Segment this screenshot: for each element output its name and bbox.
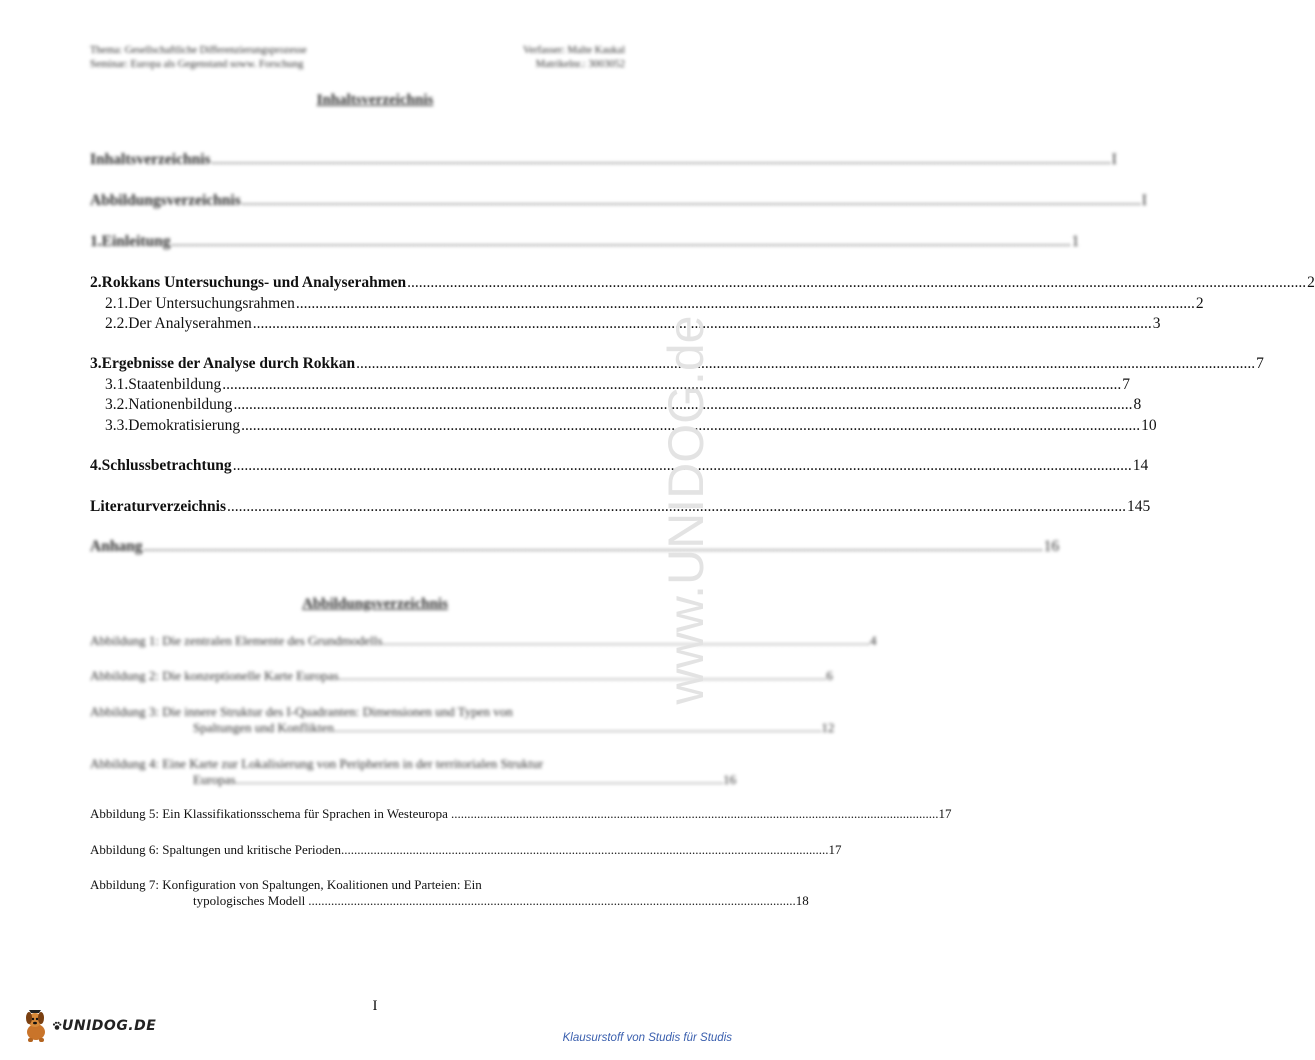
toc-label: Einleitung bbox=[101, 233, 171, 250]
toc-number: 2. bbox=[90, 274, 102, 291]
toc-page: 1 bbox=[1071, 233, 1080, 250]
figure-entry[interactable] bbox=[90, 633, 877, 649]
toc-entry[interactable] bbox=[90, 376, 1130, 394]
toc-entry[interactable] bbox=[90, 151, 1117, 169]
toc-number: 3. bbox=[90, 355, 102, 372]
toc-number: 3.3. bbox=[105, 417, 129, 434]
figure-label: Abbildung 2: Die konzeptionelle Karte Europas bbox=[90, 668, 339, 683]
figure-label-cont: Europas bbox=[193, 772, 236, 787]
page-number: I bbox=[372, 998, 378, 1014]
figures-title: Abbildungsverzeichnis bbox=[302, 596, 448, 612]
toc-page: 10 bbox=[1141, 417, 1157, 434]
toc-number: 3.2. bbox=[105, 396, 129, 413]
toc-number: 2.1. bbox=[105, 295, 129, 312]
toc-entry[interactable] bbox=[90, 457, 1149, 475]
leader-dots: ...................................................................................................................................................... bbox=[333, 720, 822, 735]
toc-label: Anhang bbox=[90, 538, 143, 555]
paw-icon bbox=[52, 1021, 62, 1031]
toc-number: 2.2. bbox=[105, 315, 129, 332]
toc-title: Inhaltsverzeichnis bbox=[316, 92, 434, 108]
toc-entry[interactable] bbox=[90, 315, 1161, 333]
toc-page: 16 bbox=[1043, 538, 1060, 555]
toc-number: 3.1. bbox=[105, 376, 129, 393]
toc-entry[interactable] bbox=[90, 274, 1315, 292]
header-topic: Thema: Gesellschaftliche Differenzierungsprozesse bbox=[90, 45, 307, 56]
toc-label: Ergebnisse der Analyse durch Rokkan bbox=[101, 355, 356, 372]
header-author: Verfasser: Malte Kaukal bbox=[522, 45, 625, 56]
figure-entry[interactable] bbox=[90, 756, 737, 788]
leader-dots: ...................................................................................................................................................... bbox=[382, 633, 870, 648]
header-matrikel: Matrikelnr.: 3003052 bbox=[535, 59, 625, 70]
figure-label: Abbildung 6: Spaltungen und kritische Perioden bbox=[90, 842, 341, 857]
figure-page: 6 bbox=[826, 668, 833, 683]
toc-label: Demokratisierung bbox=[128, 417, 241, 434]
leader-dots: ...................................................................................................................................................... bbox=[235, 772, 724, 787]
toc-label: Der Untersuchungsrahmen bbox=[128, 295, 295, 312]
toc-label: Literaturverzeichnis bbox=[90, 498, 227, 515]
watermark bbox=[650, 280, 730, 740]
toc-label: Inhaltsverzeichnis bbox=[90, 151, 211, 168]
figure-entry[interactable] bbox=[90, 704, 835, 736]
figure-label: Abbildung 1: Die zentralen Elemente des Grundmodells bbox=[90, 633, 383, 648]
toc-page: 2 bbox=[1195, 295, 1204, 312]
toc-page: 3 bbox=[1152, 315, 1161, 332]
unidog-logo[interactable] bbox=[22, 1008, 156, 1044]
toc-page: I bbox=[1141, 192, 1147, 209]
leader-dots: ...................................................................................................................................................... bbox=[338, 668, 827, 683]
leader-dots: ...................................................................................................................................................... bbox=[450, 806, 939, 821]
toc-label: Schlussbetrachtung bbox=[101, 457, 232, 474]
toc-label: Rokkans Untersuchungs- und Analyserahmen bbox=[101, 274, 407, 291]
figure-label-cont: Spaltungen und Konflikten bbox=[193, 720, 334, 735]
toc-number: 4. bbox=[90, 457, 102, 474]
toc-page: 7 bbox=[1256, 355, 1264, 372]
toc-page: 145 bbox=[1127, 498, 1151, 515]
toc-page: 14 bbox=[1132, 457, 1149, 474]
figure-label: Abbildung 3: Die innere Struktur des I-Quadranten: Dimensionen und Typen von bbox=[90, 704, 513, 719]
toc-label: Staatenbildung bbox=[128, 376, 222, 393]
toc-entry[interactable] bbox=[90, 355, 1264, 373]
figure-page: 17 bbox=[938, 806, 952, 821]
toc-page: 8 bbox=[1133, 396, 1142, 413]
toc-label: Nationenbildung bbox=[128, 396, 233, 413]
figure-entry[interactable] bbox=[90, 877, 809, 909]
leader-dots: ...................................................................................................................................................... bbox=[308, 893, 796, 908]
logo-text: UNIDOG.DE bbox=[62, 1018, 157, 1034]
watermark-text: www.UNIDOG.de bbox=[658, 315, 715, 705]
dog-icon bbox=[22, 1008, 52, 1044]
toc-number: 1. bbox=[90, 233, 102, 250]
leader-dots: ...................................................................................................................................................... bbox=[340, 842, 829, 857]
toc-page: 7 bbox=[1122, 376, 1130, 393]
figure-entry[interactable] bbox=[90, 806, 952, 822]
figure-page: 18 bbox=[795, 893, 809, 908]
toc-entry[interactable] bbox=[90, 417, 1157, 435]
figure-page: 12 bbox=[821, 720, 835, 735]
toc-entry[interactable] bbox=[90, 538, 1060, 556]
toc-entry[interactable] bbox=[90, 295, 1204, 313]
toc-entry[interactable] bbox=[90, 498, 1151, 516]
header-seminar: Seminar: Europa als Gegenstand soww. Forschung bbox=[90, 59, 304, 70]
figure-label: Abbildung 4: Eine Karte zur Lokalisierung von Peripherien in der territorialen Struktur bbox=[90, 756, 544, 771]
toc-entry[interactable] bbox=[90, 396, 1142, 414]
toc-page: I bbox=[1111, 151, 1117, 168]
figure-entry[interactable] bbox=[90, 668, 833, 684]
figure-page: 16 bbox=[723, 772, 737, 787]
toc-entry[interactable] bbox=[90, 233, 1080, 251]
figure-entry[interactable] bbox=[90, 842, 842, 858]
footer-slogan: Klausurstoff von Studis für Studis bbox=[562, 1032, 732, 1044]
figure-page: 17 bbox=[828, 842, 842, 857]
figure-label-cont: typologisches Modell bbox=[193, 893, 306, 908]
toc-entry[interactable] bbox=[90, 192, 1147, 210]
figure-label: Abbildung 7: Konfiguration von Spaltungen, Koalitionen und Parteien: Ein bbox=[90, 877, 482, 892]
toc-page: 2 bbox=[1307, 274, 1315, 291]
toc-label: Der Analyserahmen bbox=[128, 315, 252, 332]
figure-label: Abbildung 5: Ein Klassifikationsschema für Sprachen in Westeuropa bbox=[90, 806, 448, 821]
figure-page: 4 bbox=[869, 633, 877, 648]
toc-label: Abbildungsverzeichnis bbox=[90, 192, 241, 209]
